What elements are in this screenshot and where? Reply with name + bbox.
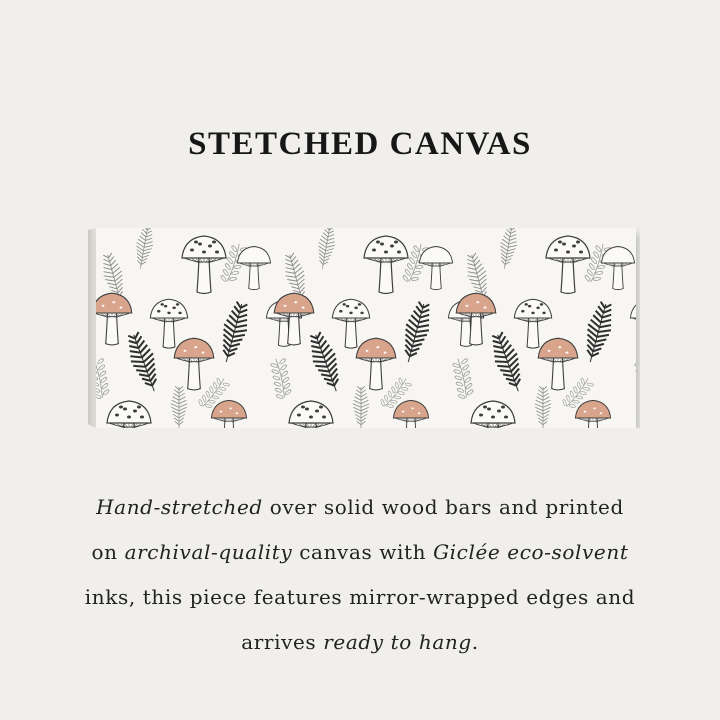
description-line-3: inks, this piece features mirror-wrapped edges and [84, 585, 636, 609]
page-title: STETCHED CANVAS [188, 126, 532, 162]
mushroom-icon [638, 293, 640, 345]
description-line-4: arrives ready to hang. [241, 630, 479, 654]
emphasis-archival-quality: archival-quality [124, 540, 293, 564]
product-description [40, 485, 680, 665]
emphasis-hand-stretched: Hand-stretched [96, 495, 263, 519]
emphasis-ready-to-hang: ready to hang [323, 630, 472, 654]
mushroom-fern-pattern-image [88, 228, 640, 428]
canvas-side-edge [88, 228, 96, 428]
description-line-1: Hand-stretched over solid wood bars and printed [96, 495, 624, 519]
canvas-artwork-preview [88, 228, 640, 428]
emphasis-giclee: Giclée eco-solvent [433, 540, 629, 564]
description-line-2: on archival-quality canvas with Giclée eco-solvent [91, 540, 629, 564]
